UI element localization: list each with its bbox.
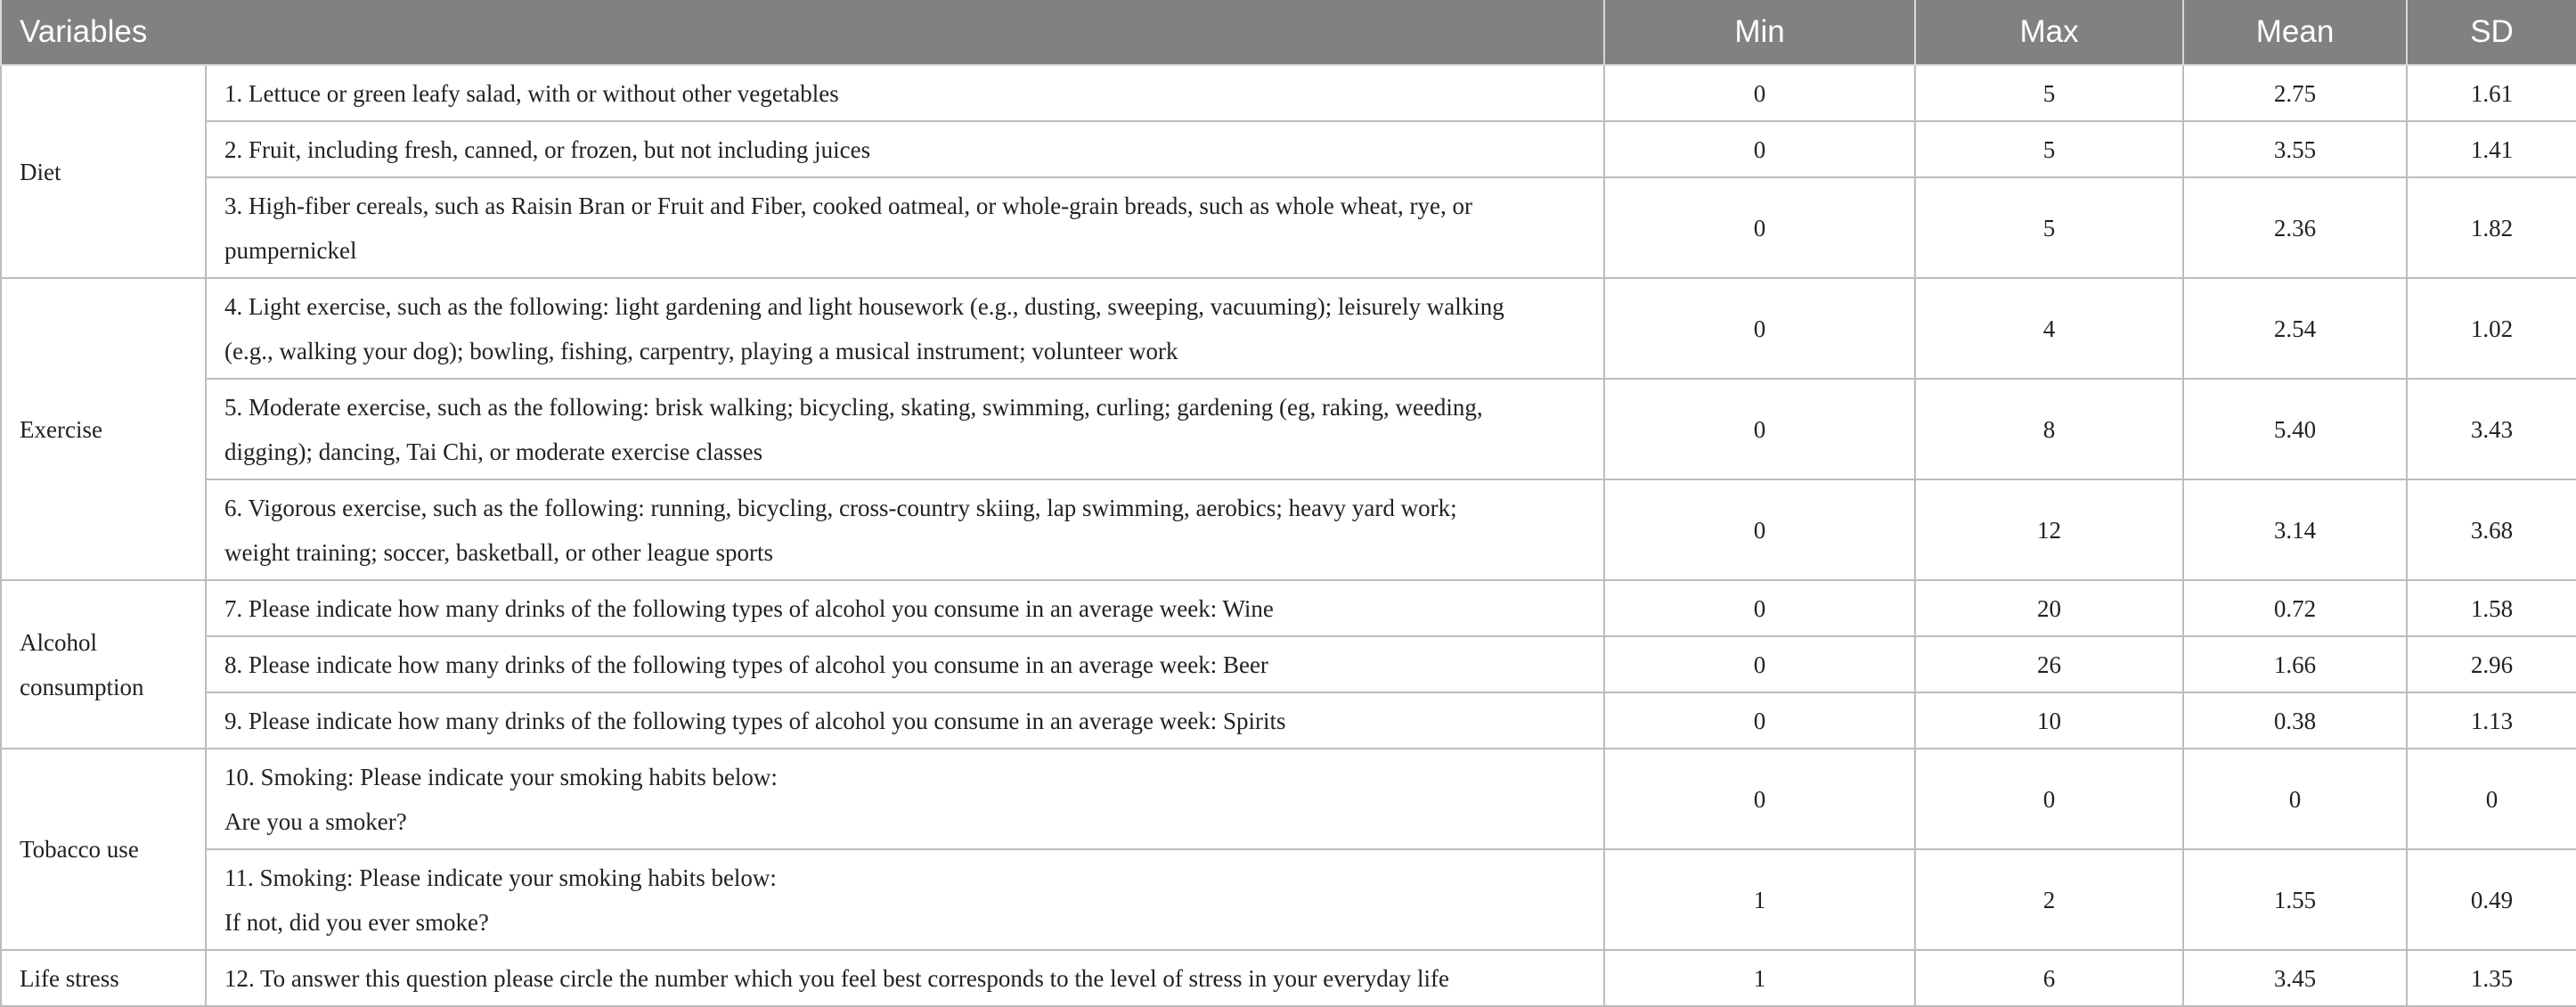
table-row [1,636,2576,692]
cell-mean: 1.66 [2183,636,2407,692]
table-row [1,65,2576,121]
item-text-line: 5. Moderate exercise, such as the following: brisk walking; bicycling, skating, swimming, curling; gardening (eg, raking, weeding, [224,393,1483,421]
cell-min: 0 [1604,379,1915,479]
cell-mean: 3.55 [2183,121,2407,177]
table-row [1,278,2576,379]
cell-min: 0 [1604,278,1915,379]
cell-min: 0 [1604,692,1915,749]
cell-min: 0 [1604,177,1915,278]
cell-mean: 0.38 [2183,692,2407,749]
item-text-line: weight training; soccer, basketball, or other league sports [224,538,773,566]
cell-mean: 1.55 [2183,849,2407,950]
table-row [1,692,2576,749]
cell-mean: 2.36 [2183,177,2407,278]
cell-max: 20 [1915,580,2183,636]
cell-min: 0 [1604,65,1915,121]
cell-max: 5 [1915,65,2183,121]
item-text-line: 6. Vigorous exercise, such as the following: running, bicycling, cross-country skiing, lap swimming, aerobics; heavy yard work; [224,494,1457,521]
table-row [1,849,2576,950]
item-text-line: 11. Smoking: Please indicate your smoking habits below: [224,864,777,891]
item-text [206,479,1604,580]
item-text-line: 3. High-fiber cereals, such as Raisin Bran or Fruit and Fiber, cooked oatmeal, or whole-grain breads, such as whole wheat, rye, or [224,192,1472,219]
cell-max: 12 [1915,479,2183,580]
cell-mean: 2.54 [2183,278,2407,379]
item-text [206,749,1604,849]
item-text-line: 1. Lettuce or green leafy salad, with or without other vegetables [224,79,839,107]
cell-mean: 0 [2183,749,2407,849]
item-text-line: 8. Please indicate how many drinks of the following types of alcohol you consume in an average week: Beer [224,651,1268,678]
cell-min: 0 [1604,479,1915,580]
variable-group-label-line: Alcohol [20,628,97,656]
item-text [206,65,1604,121]
item-text [206,692,1604,749]
cell-sd: 1.35 [2407,950,2576,1006]
cell-max: 0 [1915,749,2183,849]
item-text [206,278,1604,379]
variable-group-label [1,278,206,580]
item-text [206,580,1604,636]
cell-mean: 5.40 [2183,379,2407,479]
item-text [206,121,1604,177]
variable-group-label-line: Diet [20,158,61,185]
item-text-line: 2. Fruit, including fresh, canned, or frozen, but not including juices [224,135,871,163]
item-text-line: 10. Smoking: Please indicate your smoking habits below: [224,763,778,790]
cell-sd: 1.61 [2407,65,2576,121]
table-row [1,580,2576,636]
item-text [206,379,1604,479]
table-header [1,0,2576,65]
item-text-line: 7. Please indicate how many drinks of the following types of alcohol you consume in an average week: Wine [224,594,1274,622]
table-body [1,65,2576,1006]
header-min: Min [1604,0,1915,65]
cell-max: 6 [1915,950,2183,1006]
cell-sd: 3.43 [2407,379,2576,479]
cell-sd: 0.49 [2407,849,2576,950]
cell-max: 10 [1915,692,2183,749]
variable-group-label [1,749,206,950]
cell-max: 5 [1915,177,2183,278]
cell-min: 1 [1604,849,1915,950]
item-text-line: (e.g., walking your dog); bowling, fishing, carpentry, playing a musical instrument; volunteer work [224,337,1178,364]
variable-group-label-line: Exercise [20,415,102,443]
header-mean: Mean [2183,0,2407,65]
cell-mean: 3.45 [2183,950,2407,1006]
cell-mean: 0.72 [2183,580,2407,636]
item-text-line: If not, did you ever smoke? [224,908,489,936]
cell-max: 4 [1915,278,2183,379]
cell-max: 5 [1915,121,2183,177]
cell-min: 0 [1604,636,1915,692]
variable-group-label-line: consumption [20,673,144,700]
variable-group-label-line: Tobacco use [20,836,139,863]
header-sd: SD [2407,0,2576,65]
table-row [1,177,2576,278]
item-text-line: Are you a smoker? [224,807,407,835]
cell-sd: 3.68 [2407,479,2576,580]
variable-group-label-line: Life stress [20,964,119,992]
table-row [1,379,2576,479]
item-text-line: 9. Please indicate how many drinks of the following types of alcohol you consume in an average week: Spirits [224,707,1286,734]
item-text-line: 4. Light exercise, such as the following: light gardening and light housework (e.g., dusting, sweeping, vacuuming); leisurely walking [224,292,1504,320]
cell-max: 8 [1915,379,2183,479]
item-text [206,177,1604,278]
item-text [206,950,1604,1006]
item-text-line: pumpernickel [224,236,357,264]
header-variables: Variables [1,0,1604,65]
cell-min: 1 [1604,950,1915,1006]
item-text [206,849,1604,950]
cell-mean: 2.75 [2183,65,2407,121]
cell-max: 2 [1915,849,2183,950]
cell-mean: 3.14 [2183,479,2407,580]
table-row [1,749,2576,849]
cell-min: 0 [1604,749,1915,849]
cell-sd: 1.41 [2407,121,2576,177]
cell-min: 0 [1604,580,1915,636]
cell-min: 0 [1604,121,1915,177]
cell-sd: 1.58 [2407,580,2576,636]
cell-sd: 2.96 [2407,636,2576,692]
cell-sd: 1.13 [2407,692,2576,749]
cell-sd: 0 [2407,749,2576,849]
variable-group-label [1,950,206,1006]
table-row [1,479,2576,580]
variable-group-label [1,580,206,749]
cell-sd: 1.02 [2407,278,2576,379]
cell-max: 26 [1915,636,2183,692]
table-row [1,121,2576,177]
cell-sd: 1.82 [2407,177,2576,278]
item-text-line: 12. To answer this question please circle the number which you feel best corresponds to the level of stress in your everyday life [224,964,1449,992]
table-row [1,950,2576,1006]
variable-group-label [1,65,206,278]
header-max: Max [1915,0,2183,65]
item-text [206,636,1604,692]
item-text-line: digging); dancing, Tai Chi, or moderate exercise classes [224,438,763,465]
